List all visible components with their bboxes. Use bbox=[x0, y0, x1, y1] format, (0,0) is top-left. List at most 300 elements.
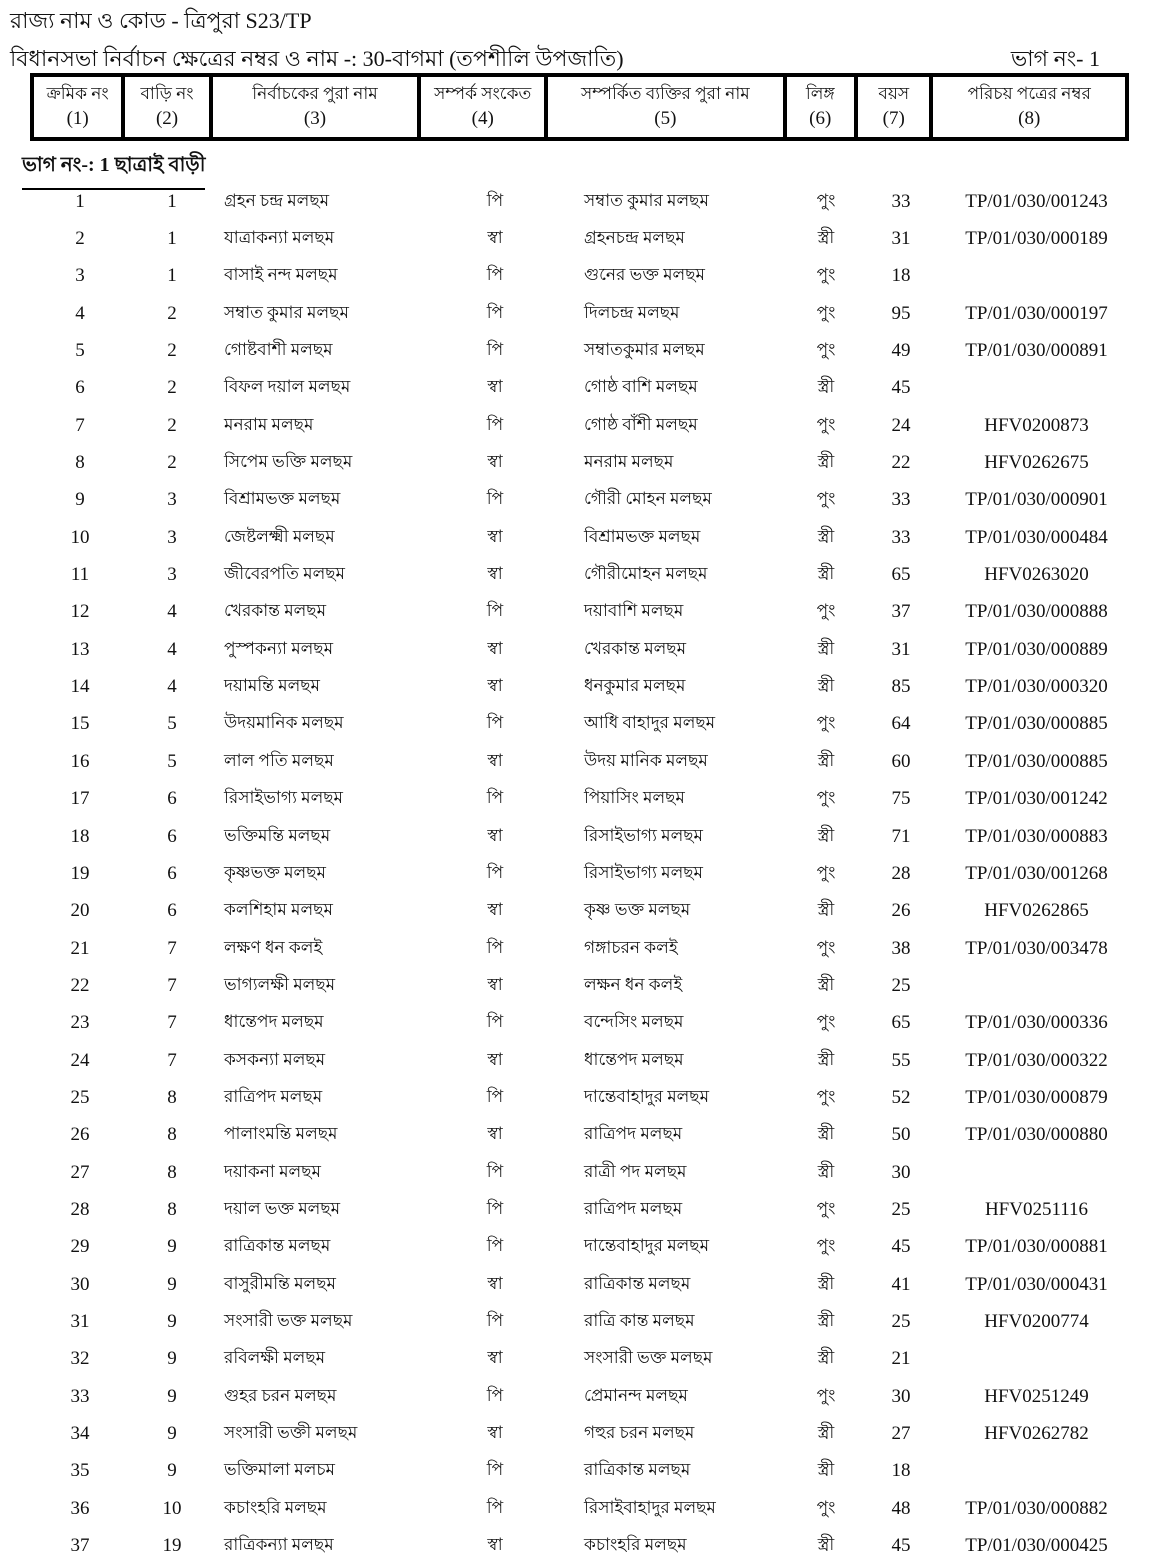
relative-name: আধি বাহাদুর মলছম bbox=[584, 713, 716, 733]
gender: স্ত্রী bbox=[817, 377, 835, 397]
house-no: 9 bbox=[167, 1310, 177, 1332]
age: 33 bbox=[891, 489, 911, 511]
elector-name: সম্বাত কুমার মলছম bbox=[224, 302, 349, 322]
gender: পুং bbox=[816, 1385, 836, 1405]
table-row bbox=[30, 743, 1129, 780]
serial-no: 20 bbox=[70, 900, 90, 922]
table-row bbox=[30, 1079, 1129, 1116]
relative-name: মনরাম মলছম bbox=[584, 452, 674, 472]
serial-no: 22 bbox=[70, 974, 90, 996]
age: 31 bbox=[891, 228, 911, 250]
relative-name: বন্দেসিং মলছম bbox=[584, 1012, 684, 1032]
id-card-number: TP/01/030/003478 bbox=[965, 937, 1108, 959]
column-header-serial: ক্রমিক নং (1) bbox=[34, 77, 125, 137]
table-row bbox=[30, 295, 1129, 332]
section-title: ভাগ নং-: 1 ছাত্রাই বাড়ী bbox=[22, 150, 205, 190]
relation-code: স্বা bbox=[487, 900, 503, 920]
house-no: 9 bbox=[167, 1385, 177, 1407]
elector-name: রিসাইভাগ্য মলছম bbox=[224, 788, 343, 808]
age: 48 bbox=[891, 1497, 911, 1519]
table-row bbox=[30, 631, 1129, 668]
elector-name: কৃষ্ণভক্ত মলছম bbox=[224, 862, 326, 882]
relation-code: স্বা bbox=[487, 1348, 503, 1368]
serial-no: 27 bbox=[70, 1161, 90, 1183]
serial-no: 14 bbox=[70, 676, 90, 698]
serial-no: 12 bbox=[70, 601, 90, 623]
gender: স্ত্রী bbox=[817, 1535, 835, 1555]
id-card-number: TP/01/030/001268 bbox=[965, 862, 1108, 884]
id-card-number: TP/01/030/001243 bbox=[965, 190, 1108, 212]
elector-name: ভাগ্যলক্ষী মলছম bbox=[224, 974, 336, 994]
relative-name: গৌরীমোহন মলছম bbox=[584, 564, 708, 584]
elector-name: ভক্তিমালা মলচম bbox=[224, 1460, 335, 1480]
age: 30 bbox=[891, 1385, 911, 1407]
table-row bbox=[30, 1042, 1129, 1079]
serial-no: 26 bbox=[70, 1124, 90, 1146]
serial-no: 33 bbox=[70, 1385, 90, 1407]
relative-name: সম্বাত কুমার মলছম bbox=[584, 190, 709, 210]
age: 49 bbox=[891, 340, 911, 362]
relative-name: সংসারী ভক্ত মলছম bbox=[584, 1348, 713, 1368]
relation-code: স্বা bbox=[487, 825, 503, 845]
id-card-number: TP/01/030/000320 bbox=[965, 676, 1108, 698]
gender: পুং bbox=[816, 1012, 836, 1032]
id-card-number: HFV0262782 bbox=[984, 1423, 1089, 1445]
house-no: 7 bbox=[167, 937, 177, 959]
age: 50 bbox=[891, 1124, 911, 1146]
id-card-number: TP/01/030/000880 bbox=[965, 1124, 1108, 1146]
gender: পুং bbox=[816, 190, 836, 210]
age: 60 bbox=[891, 750, 911, 772]
elector-name: সিপেম ভক্তি মলছম bbox=[224, 452, 353, 472]
age: 27 bbox=[891, 1423, 911, 1445]
house-no: 3 bbox=[167, 526, 177, 548]
elector-name: ভক্তিমন্তি মলছম bbox=[224, 825, 331, 845]
relative-name: গ্রহনচন্দ্র মলছম bbox=[584, 228, 685, 248]
elector-name: রাত্রিকান্ত মলছম bbox=[224, 1236, 331, 1256]
id-card-number: TP/01/030/000197 bbox=[965, 302, 1108, 324]
elector-name: রাত্রিপদ মলছম bbox=[224, 1086, 323, 1106]
serial-no: 9 bbox=[75, 489, 85, 511]
relation-code: পি bbox=[486, 601, 504, 621]
age: 37 bbox=[891, 601, 911, 623]
house-no: 7 bbox=[167, 974, 177, 996]
id-card-number: TP/01/030/000889 bbox=[965, 638, 1108, 660]
age: 30 bbox=[891, 1161, 911, 1183]
table-row bbox=[30, 967, 1129, 1004]
table-row bbox=[30, 781, 1129, 818]
relation-code: স্বা bbox=[487, 526, 503, 546]
serial-no: 8 bbox=[75, 452, 85, 474]
elector-name: দয়ামন্তি মলছম bbox=[224, 676, 320, 696]
relative-name: রাত্রি কান্ত মলছম bbox=[584, 1310, 695, 1330]
serial-no: 34 bbox=[70, 1423, 90, 1445]
age: 28 bbox=[891, 862, 911, 884]
constituency-name: বিধানসভা নির্বাচন ক্ষেত্রের নম্বর ও নাম -: 30-বাগমা (তপশীলি উপজাতি) bbox=[10, 46, 624, 71]
table-row bbox=[30, 482, 1129, 519]
relative-name: রাত্রিপদ মলছম bbox=[584, 1124, 683, 1144]
elector-name: উদয়মানিক মলছম bbox=[224, 713, 344, 733]
gender: স্ত্রী bbox=[817, 1049, 835, 1069]
relation-code: পি bbox=[486, 302, 504, 322]
age: 45 bbox=[891, 1535, 911, 1557]
gender: পুং bbox=[816, 302, 836, 322]
gender: পুং bbox=[816, 713, 836, 733]
table-row bbox=[30, 1191, 1129, 1228]
house-no: 8 bbox=[167, 1124, 177, 1146]
house-no: 4 bbox=[167, 638, 177, 660]
relative-name: খেরকান্ত মলছম bbox=[584, 638, 687, 658]
age: 52 bbox=[891, 1086, 911, 1108]
age: 45 bbox=[891, 377, 911, 399]
serial-no: 11 bbox=[70, 564, 90, 586]
elector-name: গুহর চরন মলছম bbox=[224, 1385, 337, 1405]
house-no: 2 bbox=[167, 302, 177, 324]
elector-name: দয়াল ভক্ত মলছম bbox=[224, 1198, 341, 1218]
age: 25 bbox=[891, 1198, 911, 1220]
relation-code: পি bbox=[486, 1236, 504, 1256]
relation-code: স্বা bbox=[487, 1535, 503, 1555]
house-no: 1 bbox=[167, 265, 177, 287]
age: 18 bbox=[891, 1460, 911, 1482]
gender: পুং bbox=[816, 601, 836, 621]
age: 18 bbox=[891, 265, 911, 287]
table-row bbox=[30, 1229, 1129, 1266]
elector-name: যাত্রাকন্যা মলছম bbox=[224, 228, 335, 248]
relative-name: রাত্রিকান্ত মলছম bbox=[584, 1460, 691, 1480]
gender: পুং bbox=[816, 1497, 836, 1517]
relation-code: পি bbox=[486, 1385, 504, 1405]
elector-name: বাসুরীমন্তি মলছম bbox=[224, 1273, 336, 1293]
house-no: 9 bbox=[167, 1423, 177, 1445]
elector-name: বাসাই নন্দ মলছম bbox=[224, 265, 338, 285]
table-row bbox=[30, 1303, 1129, 1340]
serial-no: 4 bbox=[75, 302, 85, 324]
column-header-elector-name: নির্বাচকের পুরা নাম (3) bbox=[213, 77, 421, 137]
table-row bbox=[30, 1005, 1129, 1042]
table-row bbox=[30, 818, 1129, 855]
serial-no: 15 bbox=[70, 713, 90, 735]
gender: স্ত্রী bbox=[817, 1124, 835, 1144]
relative-name: রাত্রিকান্ত মলছম bbox=[584, 1273, 691, 1293]
house-no: 8 bbox=[167, 1086, 177, 1108]
elector-name: লক্ষণ ধন কলই bbox=[224, 937, 323, 957]
elector-name: দয়াকনা মলছম bbox=[224, 1161, 321, 1181]
relation-code: পি bbox=[486, 788, 504, 808]
house-no: 4 bbox=[167, 601, 177, 623]
serial-no: 10 bbox=[70, 526, 90, 548]
id-card-number: HFV0251249 bbox=[984, 1385, 1089, 1407]
age: 25 bbox=[891, 1310, 911, 1332]
house-no: 9 bbox=[167, 1348, 177, 1370]
table-row bbox=[30, 519, 1129, 556]
house-no: 1 bbox=[167, 190, 177, 212]
table-row bbox=[30, 893, 1129, 930]
gender: স্ত্রী bbox=[817, 1460, 835, 1480]
id-card-number: HFV0251116 bbox=[984, 1198, 1089, 1220]
serial-no: 31 bbox=[70, 1310, 90, 1332]
relation-code: স্বা bbox=[487, 1423, 503, 1443]
relation-code: স্বা bbox=[487, 564, 503, 584]
relation-code: পি bbox=[486, 1198, 504, 1218]
relation-code: পি bbox=[486, 190, 504, 210]
table-row bbox=[30, 258, 1129, 295]
table-row bbox=[30, 1415, 1129, 1452]
table-row bbox=[30, 1266, 1129, 1303]
gender: পুং bbox=[816, 1086, 836, 1106]
table-row bbox=[30, 183, 1129, 220]
table-row bbox=[30, 444, 1129, 481]
elector-name: খেরকান্ত মলছম bbox=[224, 601, 327, 621]
age: 33 bbox=[891, 526, 911, 548]
relation-code: স্বা bbox=[487, 750, 503, 770]
elector-name: সংসারী ভক্ত মলছম bbox=[224, 1310, 353, 1330]
id-card-number: HFV0262675 bbox=[984, 452, 1089, 474]
house-no: 2 bbox=[167, 452, 177, 474]
relative-name: সম্বাতকুমার মলছম bbox=[584, 340, 705, 360]
relation-code: পি bbox=[486, 1310, 504, 1330]
age: 55 bbox=[891, 1049, 911, 1071]
relation-code: স্বা bbox=[487, 377, 503, 397]
elector-name: জীবেরপতি মলছম bbox=[224, 564, 345, 584]
elector-name: লাল পতি মলছম bbox=[224, 750, 334, 770]
table-row bbox=[30, 668, 1129, 705]
column-header-relative-name: সম্পর্কিত ব্যক্তির পুরা নাম (5) bbox=[548, 77, 786, 137]
house-no: 1 bbox=[167, 228, 177, 250]
serial-no: 21 bbox=[70, 937, 90, 959]
age: 65 bbox=[891, 1012, 911, 1034]
relative-name: ধনকুমার মলছম bbox=[584, 676, 686, 696]
house-no: 5 bbox=[167, 750, 177, 772]
house-no: 4 bbox=[167, 676, 177, 698]
relative-name: গুনের ভক্ত মলছম bbox=[584, 265, 705, 285]
id-card-number: TP/01/030/000425 bbox=[965, 1535, 1108, 1557]
serial-no: 5 bbox=[75, 340, 85, 362]
relation-code: স্বা bbox=[487, 228, 503, 248]
column-header-id-card: পরিচয় পত্রের নম্বর (8) bbox=[967, 84, 1091, 129]
id-card-number: HFV0200774 bbox=[984, 1310, 1089, 1332]
relative-name: গহুর চরন মলছম bbox=[584, 1423, 695, 1443]
relation-code: স্বা bbox=[487, 974, 503, 994]
age: 24 bbox=[891, 414, 911, 436]
age: 31 bbox=[891, 638, 911, 660]
house-no: 3 bbox=[167, 564, 177, 586]
id-card-number: TP/01/030/000322 bbox=[965, 1049, 1108, 1071]
relative-name: রাত্রিপদ মলছম bbox=[584, 1198, 683, 1218]
table-row bbox=[30, 930, 1129, 967]
elector-name: কসকন্যা মলছম bbox=[224, 1049, 326, 1069]
gender: স্ত্রী bbox=[817, 526, 835, 546]
relation-code: পি bbox=[486, 340, 504, 360]
serial-no: 24 bbox=[70, 1049, 90, 1071]
serial-no: 29 bbox=[70, 1236, 90, 1258]
relation-code: স্বা bbox=[487, 1273, 503, 1293]
serial-no: 32 bbox=[70, 1348, 90, 1370]
table-row bbox=[30, 407, 1129, 444]
id-card-number: TP/01/030/000888 bbox=[965, 601, 1108, 623]
gender: স্ত্রী bbox=[817, 638, 835, 658]
house-no: 6 bbox=[167, 862, 177, 884]
serial-no: 25 bbox=[70, 1086, 90, 1108]
age: 21 bbox=[891, 1348, 911, 1370]
relative-name: প্রেমানন্দ মলছম bbox=[584, 1385, 688, 1405]
table-row bbox=[30, 855, 1129, 892]
age: 65 bbox=[891, 564, 911, 586]
elector-name: রাত্রিকন্যা মলছম bbox=[224, 1535, 334, 1555]
house-no: 9 bbox=[167, 1273, 177, 1295]
id-card-number: HFV0263020 bbox=[984, 564, 1089, 586]
column-header-house-no: বাড়ি নং (2) bbox=[125, 77, 212, 137]
table-row bbox=[30, 1154, 1129, 1191]
voter-list bbox=[30, 183, 1129, 1565]
age: 75 bbox=[891, 788, 911, 810]
relation-code: পি bbox=[486, 265, 504, 285]
relation-code: স্বা bbox=[487, 676, 503, 696]
relation-code: পি bbox=[486, 713, 504, 733]
gender: স্ত্রী bbox=[817, 676, 835, 696]
house-no: 8 bbox=[167, 1198, 177, 1220]
id-card-number: TP/01/030/000901 bbox=[965, 489, 1108, 511]
relative-name: ধান্তেপদ মলছম bbox=[584, 1049, 684, 1069]
gender: স্ত্রী bbox=[817, 228, 835, 248]
id-card-number: TP/01/030/000189 bbox=[965, 228, 1108, 250]
gender: স্ত্রী bbox=[817, 452, 835, 472]
relative-name: দয়াবাশি মলছম bbox=[584, 601, 684, 621]
serial-no: 6 bbox=[75, 377, 85, 399]
relation-code: পি bbox=[486, 937, 504, 957]
age: 64 bbox=[891, 713, 911, 735]
relative-name: রিসাইভাগ্য মলছম bbox=[584, 825, 703, 845]
relative-name: গৌরী মোহন মলছম bbox=[584, 489, 712, 509]
elector-name: গোষ্টবাশী মলছম bbox=[224, 340, 333, 360]
serial-no: 1 bbox=[75, 190, 85, 212]
elector-name: বিশ্রামভক্ত মলছম bbox=[224, 489, 341, 509]
house-no: 6 bbox=[167, 788, 177, 810]
relative-name: রাত্রী পদ মলছম bbox=[584, 1161, 687, 1181]
part-number: ভাগ নং- 1 bbox=[1010, 46, 1100, 71]
elector-name: ধান্তেপদ মলছম bbox=[224, 1012, 324, 1032]
elector-name: গ্রহন চন্দ্র মলছম bbox=[224, 190, 330, 210]
relation-code: পি bbox=[486, 1012, 504, 1032]
serial-no: 17 bbox=[70, 788, 90, 810]
house-no: 6 bbox=[167, 825, 177, 847]
table-row bbox=[30, 1341, 1129, 1378]
house-no: 19 bbox=[162, 1535, 182, 1557]
relation-code: পি bbox=[486, 862, 504, 882]
id-card-number: TP/01/030/001242 bbox=[965, 788, 1108, 810]
elector-name: বিফল দয়াল মলছম bbox=[224, 377, 351, 397]
gender: স্ত্রী bbox=[817, 974, 835, 994]
serial-no: 18 bbox=[70, 825, 90, 847]
table-row bbox=[30, 706, 1129, 743]
relative-name: দিলচন্দ্র মলছম bbox=[584, 302, 680, 322]
relative-name: লক্ষন ধন কলই bbox=[584, 974, 683, 994]
age: 22 bbox=[891, 452, 911, 474]
serial-no: 7 bbox=[75, 414, 85, 436]
age: 71 bbox=[891, 825, 911, 847]
relative-name: বিশ্রামভক্ত মলছম bbox=[584, 526, 701, 546]
relation-code: পি bbox=[486, 414, 504, 434]
gender: স্ত্রী bbox=[817, 1273, 835, 1293]
id-card-number: TP/01/030/000336 bbox=[965, 1012, 1108, 1034]
serial-no: 3 bbox=[75, 265, 85, 287]
relative-name: দান্তেবাহাদুর মলছম bbox=[584, 1236, 710, 1256]
relative-name: গঙ্গাচরন কলই bbox=[584, 937, 678, 957]
house-no: 2 bbox=[167, 340, 177, 362]
table-row bbox=[30, 1527, 1129, 1564]
serial-no: 36 bbox=[70, 1497, 90, 1519]
house-no: 9 bbox=[167, 1236, 177, 1258]
gender: স্ত্রী bbox=[817, 900, 835, 920]
serial-no: 35 bbox=[70, 1460, 90, 1482]
relative-name: কচাংহরি মলছম bbox=[584, 1535, 687, 1555]
age: 25 bbox=[891, 974, 911, 996]
gender: পুং bbox=[816, 788, 836, 808]
column-header-relation-code: সম্পর্ক সংকেত (4) bbox=[421, 77, 548, 137]
state-name-code: রাজ্য নাম ও কোড - ত্রিপুরা S23/TP bbox=[10, 8, 312, 33]
gender: পুং bbox=[816, 340, 836, 360]
house-no: 10 bbox=[162, 1497, 182, 1519]
house-no: 5 bbox=[167, 713, 177, 735]
relative-name: দান্তেবাহাদুর মলছম bbox=[584, 1086, 710, 1106]
table-row bbox=[30, 556, 1129, 593]
house-no: 7 bbox=[167, 1012, 177, 1034]
elector-name: জেষ্টলক্ষ্মী মলছম bbox=[224, 526, 335, 546]
column-header-age: বয়স (7) bbox=[858, 77, 933, 137]
table-row bbox=[30, 332, 1129, 369]
relation-code: পি bbox=[486, 1460, 504, 1480]
age: 95 bbox=[891, 302, 911, 324]
age: 45 bbox=[891, 1236, 911, 1258]
serial-no: 16 bbox=[70, 750, 90, 772]
column-header-gender: লিঙ্গ (6) bbox=[787, 77, 858, 137]
relative-name: গোষ্ঠ বাশি মলছম bbox=[584, 377, 698, 397]
gender: স্ত্রী bbox=[817, 1310, 835, 1330]
elector-name: কচাংহরি মলছম bbox=[224, 1497, 327, 1517]
house-no: 8 bbox=[167, 1161, 177, 1183]
age: 38 bbox=[891, 937, 911, 959]
elector-name: মনরাম মলছম bbox=[224, 414, 314, 434]
relation-code: স্বা bbox=[487, 452, 503, 472]
gender: স্ত্রী bbox=[817, 1161, 835, 1181]
serial-no: 23 bbox=[70, 1012, 90, 1034]
age: 26 bbox=[891, 900, 911, 922]
serial-no: 28 bbox=[70, 1198, 90, 1220]
house-no: 2 bbox=[167, 377, 177, 399]
gender: পুং bbox=[816, 1236, 836, 1256]
table-header bbox=[30, 73, 1129, 141]
relative-name: কৃষ্ণ ভক্ত মলছম bbox=[584, 900, 691, 920]
serial-no: 2 bbox=[75, 228, 85, 250]
id-card-number: TP/01/030/000882 bbox=[965, 1497, 1108, 1519]
table-row bbox=[30, 220, 1129, 257]
house-no: 7 bbox=[167, 1049, 177, 1071]
age: 85 bbox=[891, 676, 911, 698]
id-card-number: TP/01/030/000885 bbox=[965, 713, 1108, 735]
gender: পুং bbox=[816, 489, 836, 509]
id-card-number: TP/01/030/000883 bbox=[965, 825, 1108, 847]
id-card-number: TP/01/030/000881 bbox=[965, 1236, 1108, 1258]
id-card-number: TP/01/030/000484 bbox=[965, 526, 1108, 548]
id-card-number: HFV0200873 bbox=[984, 414, 1089, 436]
gender: স্ত্রী bbox=[817, 1348, 835, 1368]
house-no: 2 bbox=[167, 414, 177, 436]
gender: স্ত্রী bbox=[817, 825, 835, 845]
id-card-number: TP/01/030/000431 bbox=[965, 1273, 1108, 1295]
house-no: 9 bbox=[167, 1460, 177, 1482]
gender: পুং bbox=[816, 265, 836, 285]
relation-code: স্বা bbox=[487, 1124, 503, 1144]
